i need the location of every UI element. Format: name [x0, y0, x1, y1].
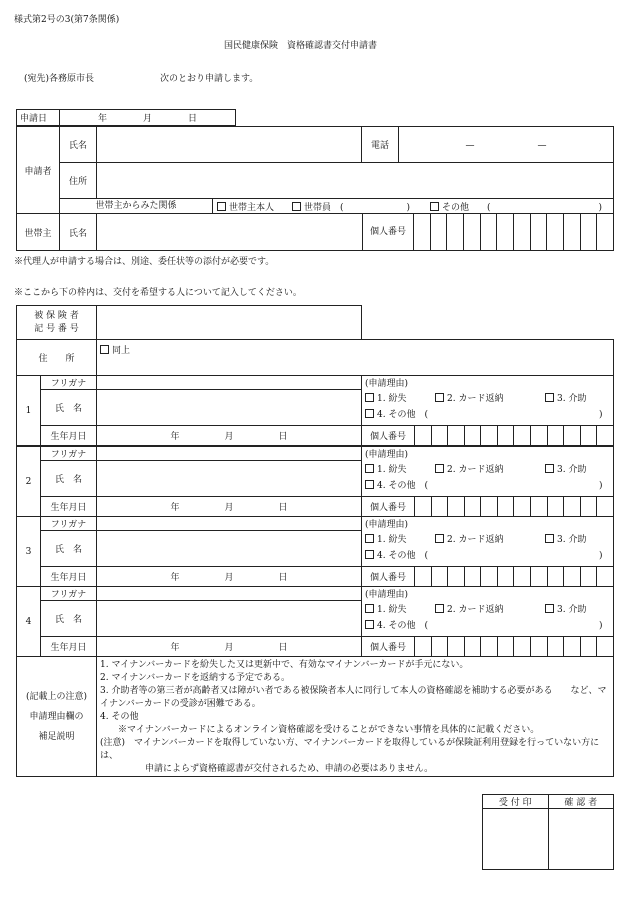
recipient-note: ※ここから下の枠内は、交付を希望する人について記入してください。: [14, 288, 302, 298]
reason-other[interactable]: 4. その他 ( ): [365, 618, 610, 634]
checkbox-icon[interactable]: [365, 534, 374, 543]
insured-address-label: 住 所: [17, 340, 97, 376]
person-block: [16, 446, 614, 517]
office-box: [482, 794, 614, 870]
reason-other[interactable]: 4. その他 ( ): [365, 548, 610, 564]
reason-options: [362, 461, 614, 497]
notes-side-label: (記載上の注意) 申請理由欄の 補足説明: [17, 657, 97, 777]
note-line: 3. 介助者等の第三者が高齢者又は障がい者である被保険者本人に同行して本人の資格確認を補助する必要がある など、マイナンバーカードの受診が困難である。: [100, 686, 607, 709]
person-name-field[interactable]: [97, 601, 362, 637]
checkbox-icon[interactable]: [365, 604, 374, 613]
birth-label: 生年月日: [41, 497, 97, 517]
person-number: 3: [17, 517, 41, 587]
checkbox-icon[interactable]: [435, 534, 444, 543]
mynumber-label: 個人番号: [362, 637, 415, 657]
person-name-field[interactable]: [97, 531, 362, 567]
mynumber-field[interactable]: [415, 567, 614, 587]
note-line: 2. マイナンバーカードを返納する予定である。: [100, 673, 291, 683]
reason-options: [362, 601, 614, 637]
person-number: 1: [17, 376, 41, 446]
householder-row: [97, 214, 614, 251]
birth-field[interactable]: 年 月 日: [97, 567, 362, 587]
reason-options: [362, 531, 614, 567]
name-label: 氏名: [60, 127, 97, 163]
furigana-label: フリガナ: [41, 447, 97, 461]
reason-options: [362, 390, 614, 426]
checkbox-icon[interactable]: [100, 345, 109, 354]
furigana-label: フリガナ: [41, 376, 97, 390]
applicant-address-field[interactable]: [97, 163, 614, 199]
insured-address-field[interactable]: [97, 340, 614, 376]
person-block: [16, 375, 614, 446]
mynumber-label: 個人番号: [362, 567, 415, 587]
householder-name-label: 氏名: [60, 214, 97, 251]
furigana-field[interactable]: [97, 447, 362, 461]
person-block: [16, 516, 614, 587]
note-line: 4. その他: [100, 712, 139, 722]
reason-head: (申請理由): [362, 517, 614, 531]
mynumber-label: 個人番号: [363, 214, 414, 250]
checkbox-icon[interactable]: [217, 202, 226, 211]
checkbox-icon[interactable]: [545, 604, 554, 613]
name-label: 氏 名: [41, 531, 97, 567]
reason-return[interactable]: 2. カード返納: [435, 602, 545, 618]
received-stamp-field[interactable]: [483, 809, 549, 870]
checkbox-icon[interactable]: [435, 393, 444, 402]
birth-label: 生年月日: [41, 567, 97, 587]
mynumber-field[interactable]: [415, 426, 614, 446]
relation-option-other[interactable]: その他 ( ): [410, 200, 602, 213]
notes-body: [97, 657, 614, 777]
reason-head: (申請理由): [362, 587, 614, 601]
date-table: [16, 109, 236, 126]
name-label: 氏 名: [41, 390, 97, 426]
note-line: 1. マイナンバーカードを紛失した又は更新中で、有効なマイナンバーカードが手元にない。: [100, 660, 469, 670]
furigana-field[interactable]: [97, 587, 362, 601]
householder-label: 世帯主: [17, 214, 60, 251]
form-number: 様式第2号の3(第7条関係): [14, 15, 120, 25]
furigana-field[interactable]: [97, 517, 362, 531]
furigana-label: フリガナ: [41, 587, 97, 601]
relation-option-member[interactable]: 世帯員 ( ): [274, 200, 410, 213]
checkbox-icon[interactable]: [365, 620, 374, 629]
person-number: 2: [17, 447, 41, 517]
reason-head: (申請理由): [362, 376, 614, 390]
checkbox-icon[interactable]: [545, 534, 554, 543]
person-name-field[interactable]: [97, 461, 362, 497]
addressee: (宛先)各務原市長: [24, 74, 95, 84]
reason-return[interactable]: 2. カード返納: [435, 532, 545, 548]
reason-lost[interactable]: 1. 紛失: [365, 532, 435, 548]
reason-assist[interactable]: 3. 介助: [545, 602, 586, 618]
checkbox-icon[interactable]: [365, 550, 374, 559]
applicant-table: [16, 126, 614, 251]
insured-table: [16, 305, 614, 376]
reason-assist[interactable]: 3. 介助: [545, 462, 586, 478]
received-stamp-label: 受 付 印: [483, 795, 549, 809]
checkbox-icon[interactable]: [545, 464, 554, 473]
furigana-field[interactable]: [97, 376, 362, 390]
checkbox-icon[interactable]: [545, 393, 554, 402]
notes-table: [16, 656, 614, 777]
applicant-label: 申請者: [17, 127, 60, 214]
person-number: 4: [17, 587, 41, 657]
mynumber-label: 個人番号: [362, 497, 415, 517]
note-line: 申請によらず資格確認書が交付されるため、申請の必要はありません。: [100, 764, 434, 774]
person-block: [16, 586, 614, 657]
reason-return[interactable]: 2. カード返納: [435, 391, 545, 407]
note-line: ※マイナンバーカードによるオンライン資格確認を受けることができない事情を具体的に記載ください。: [100, 725, 540, 735]
checkbox-icon[interactable]: [292, 202, 301, 211]
reason-assist[interactable]: 3. 介助: [545, 532, 586, 548]
householder-name-field[interactable]: [97, 214, 363, 250]
reason-other[interactable]: 4. その他 ( ): [365, 478, 610, 494]
reason-head: (申請理由): [362, 447, 614, 461]
reason-return[interactable]: 2. カード返納: [435, 462, 545, 478]
name-label: 氏 名: [41, 601, 97, 637]
phone-label: 電話: [362, 127, 399, 163]
confirmed-by-field[interactable]: [548, 809, 614, 870]
checkbox-icon[interactable]: [430, 202, 439, 211]
birth-field[interactable]: 年 月 日: [97, 497, 362, 517]
date-label: 申請日: [17, 110, 60, 126]
relation-row: [60, 199, 614, 214]
confirmed-by-label: 確 認 者: [548, 795, 614, 809]
insured-number-label: 被 保 険 者 記 号 番 号: [17, 306, 97, 340]
furigana-label: フリガナ: [41, 517, 97, 531]
insured-number-field[interactable]: [97, 306, 362, 340]
same-as-above: 同上: [112, 346, 131, 356]
checkbox-icon[interactable]: [365, 480, 374, 489]
page-title: 国民健康保険 資格確認書交付申請書: [224, 41, 378, 51]
birth-label: 生年月日: [41, 426, 97, 446]
checkbox-icon[interactable]: [365, 393, 374, 402]
relation-label: 世帯主からみた関係: [60, 199, 213, 213]
reason-other[interactable]: 4. その他 ( ): [365, 407, 610, 423]
birth-field[interactable]: 年 月 日: [97, 637, 362, 657]
checkbox-icon[interactable]: [365, 464, 374, 473]
birth-label: 生年月日: [41, 637, 97, 657]
relation-option-self[interactable]: 世帯主本人: [213, 200, 274, 213]
checkbox-icon[interactable]: [435, 604, 444, 613]
intro-text: 次のとおり申請します。: [160, 74, 259, 84]
reason-lost[interactable]: 1. 紛失: [365, 462, 435, 478]
name-label: 氏 名: [41, 461, 97, 497]
address-label: 住所: [60, 163, 97, 199]
phone-field[interactable]: — —: [399, 127, 614, 163]
date-field[interactable]: 年 月 日: [60, 110, 236, 126]
mynumber-label: 個人番号: [362, 426, 415, 446]
mynumber-field[interactable]: [415, 637, 614, 657]
mynumber-field[interactable]: [415, 497, 614, 517]
checkbox-icon[interactable]: [365, 409, 374, 418]
reason-lost[interactable]: 1. 紛失: [365, 391, 435, 407]
householder-mynumber-field[interactable]: [414, 214, 613, 250]
checkbox-icon[interactable]: [435, 464, 444, 473]
reason-lost[interactable]: 1. 紛失: [365, 602, 435, 618]
birth-field[interactable]: 年 月 日: [97, 426, 362, 446]
person-name-field[interactable]: [97, 390, 362, 426]
note-line: (注意) マイナンバーカードを取得していない方、マイナンバーカードを取得しているが保険証利用登録を行っていない方には、: [100, 738, 600, 761]
applicant-name-field[interactable]: [97, 127, 362, 163]
reason-assist[interactable]: 3. 介助: [545, 391, 586, 407]
proxy-note: ※代理人が申請する場合は、別途、委任状等の添付が必要です。: [14, 257, 275, 267]
